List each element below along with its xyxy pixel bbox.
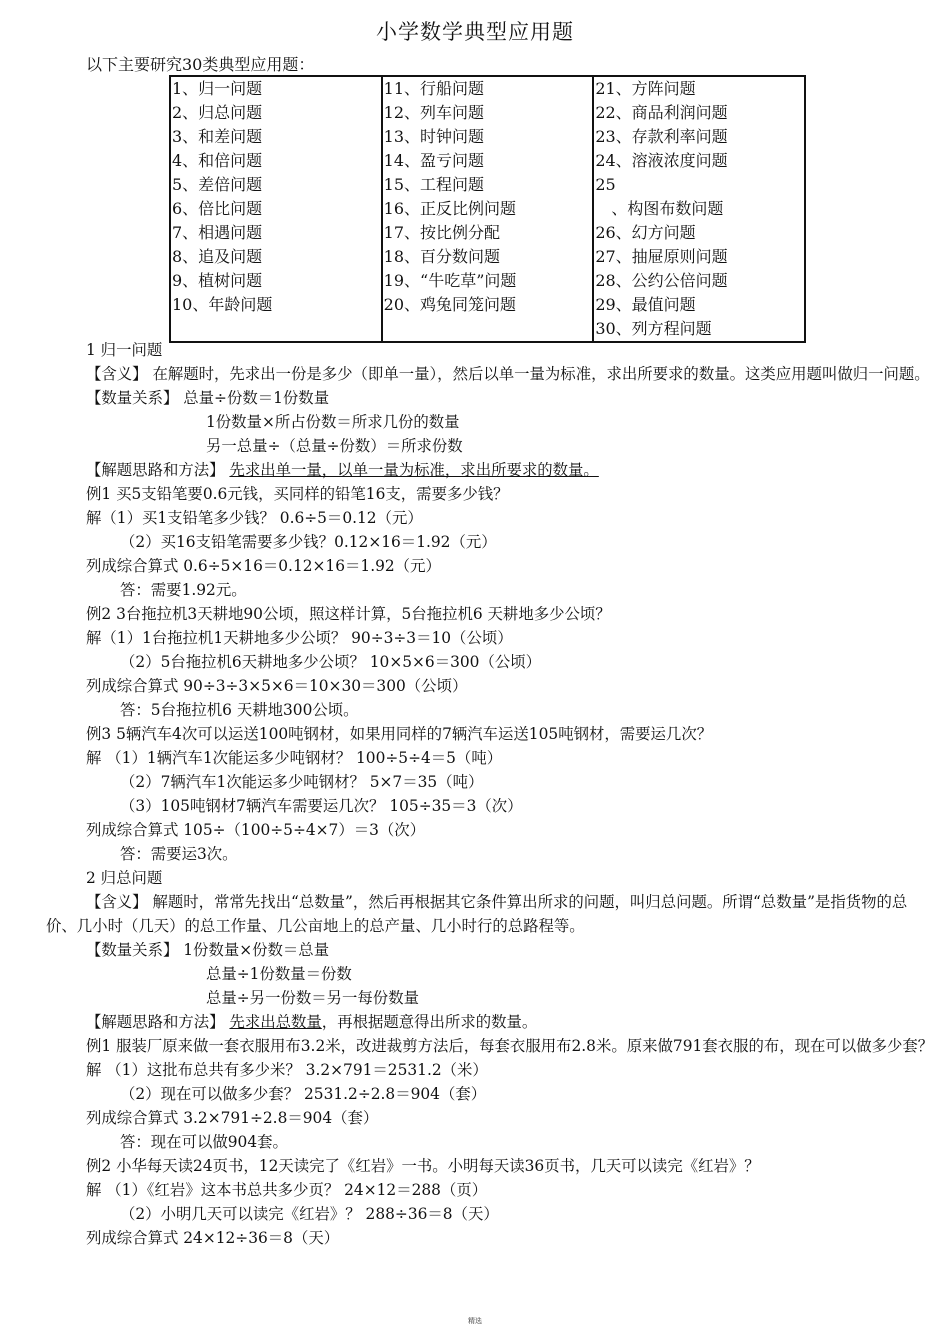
answer-line: 答：现在可以做904套。 [120,1133,288,1151]
combined-formula: 列成综合算式 0.6÷5×16＝0.12×16＝1.92（元） [86,557,441,575]
problem-type-item: 16、正反比例问题 [383,199,517,218]
problem-type-item: 1、归一问题 [172,79,263,98]
problem-type-item: 3、和差问题 [172,127,263,146]
problem-type-item: 22、商品利润问题 [595,103,728,122]
example-question: 例3 5辆汽车4次可以运送100吨钢材，如果用同样的7辆汽车运送105吨钢材，需要运几次？ [86,725,713,743]
example-question: 例1 买5支铅笔要0.6元钱，买同样的铅笔16支，需要多少钱？ [86,485,509,503]
problem-type-item: 28、公约公倍问题 [595,271,728,290]
solution-step: 解 （1）这批布总共有多少米？ 3.2×791＝2531.2（米） [86,1061,488,1079]
problem-type-item: 12、列车问题 [383,103,485,122]
types-column-3 [593,76,805,342]
types-column-1 [170,76,382,342]
solution-step: 解（1）1台拖拉机1天耕地多少公顷？ 90÷3÷3＝10（公顷） [86,629,513,647]
combined-formula: 列成综合算式 3.2×791÷2.8＝904（套） [86,1109,379,1127]
problem-type-item: 2、归总问题 [172,103,263,122]
solution-step: 解（1）买1支铅笔多少钱？ 0.6÷5＝0.12（元） [86,509,423,527]
problem-type-item: 13、时钟问题 [383,127,485,146]
solution-step: （2）现在可以做多少套？ 2531.2÷2.8＝904（套） [120,1085,487,1103]
problem-type-item: 15、工程问题 [383,175,485,194]
answer-line: 答：需要1.92元。 [120,581,247,599]
answer-line: 答：5台拖拉机6 天耕地300公顷。 [120,701,359,719]
method-text: ，再根据题意得出所求的数量。 [321,1013,538,1031]
solution-step: （2）买16支铅笔需要多少钱？0.12×16＝1.92（元） [120,533,497,551]
relation-formula: 1份数量×份数＝总量 [183,941,330,959]
relation-line [46,938,934,962]
relation-label: 【数量关系】 [86,389,179,407]
problem-type-item: 4、和倍问题 [172,151,263,170]
solution-step: （2）小明几天可以读完《红岩》？ 288÷36＝8（天） [120,1205,499,1223]
relation-label: 【数量关系】 [86,941,179,959]
method-label: 【解题思路和方法】 [86,1013,225,1031]
solution-step: 解 （1）《红岩》这本书总共多少页？ 24×12＝288（页） [86,1181,488,1199]
relation-formula: 总量÷1份数量＝份数 [206,965,352,983]
problem-type-item: 、构图布数问题 [595,199,724,218]
problem-type-item: 5、差倍问题 [172,175,263,194]
problem-type-item: 17、按比例分配 [383,223,501,242]
solution-step: （2）5台拖拉机6天耕地多少公顷？ 10×5×6＝300（公顷） [120,653,542,671]
page-title: 小学数学典型应用题 [376,20,574,44]
example-question: 例2 小华每天读24页书，12天读完了《红岩》一书。小明每天读36页书，几天可以读完《红岩》？ [86,1157,760,1175]
page-footer: 精选 [468,1317,482,1325]
section-heading: 1 归一问题 [86,341,163,359]
problem-type-item: 23、存款利率问题 [595,127,728,146]
problem-type-item: 9、植树问题 [172,271,263,290]
relation-formula: 总量÷份数＝1份数量 [183,389,330,407]
problem-type-item: 14、盈亏问题 [383,151,485,170]
problem-type-item: 21、方阵问题 [595,79,696,98]
types-column-2 [382,76,594,342]
problem-type-item: 30、列方程问题 [595,319,712,338]
example-question: 例2 3台拖拉机3天耕地90公顷，照这样计算，5台拖拉机6 天耕地多少公顷？ [86,605,611,623]
section-heading: 2 归总问题 [86,869,163,887]
problem-type-item: 29、最值问题 [595,295,696,314]
problem-type-item: 10、年龄问题 [172,295,273,314]
relation-formula: 另一总量÷（总量÷份数）＝所求份数 [206,437,463,455]
relation-formula: 总量÷另一份数＝另一每份数量 [206,989,419,1007]
example-question: 例1 服装厂原来做一套衣服用布3.2米，改进裁剪方法后，每套衣服用布2.8米。原来做791套衣服的布，现在可以做多少套？ [86,1037,934,1055]
solution-step: （3）105吨钢材7辆汽车需要运几次？ 105÷35＝3（次） [120,797,523,815]
relation-line [46,386,934,410]
problem-type-item: 8、追及问题 [172,247,263,266]
method-line [46,1010,934,1034]
problem-type-item: 7、相遇问题 [172,223,263,242]
problem-type-item: 19、“牛吃草”问题 [383,271,517,290]
relation-formula: 1份数量×所占份数＝所求几份的数量 [206,413,460,431]
problem-type-item: 25 [595,175,616,194]
method-text-underlined: 先求出总数量 [229,1013,322,1031]
problem-type-item: 6、倍比问题 [172,199,263,218]
intro-text: 以下主要研究30类典型应用题： [86,55,315,74]
meaning-paragraph: 【含义】 在解题时，先求出一份是多少（即单一量），然后以单一量为标准，求出所要求的数量。这类应用题叫做归一问题。 [86,365,930,383]
answer-line: 答：需要运3次。 [120,845,238,863]
method-label: 【解题思路和方法】 [86,461,225,479]
solution-step: 解 （1）1辆汽车1次能运多少吨钢材？ 100÷5÷4＝5（吨） [86,749,503,767]
problem-type-item: 24、溶液浓度问题 [595,151,728,170]
problem-types-table [169,75,806,343]
combined-formula: 列成综合算式 24×12÷36＝8（天） [86,1229,340,1247]
problem-type-item: 27、抽屉原则问题 [595,247,728,266]
problem-type-item: 26、幻方问题 [595,223,696,242]
problem-type-item: 11、行船问题 [383,79,485,98]
meaning-paragraph: 【含义】 解题时，常常先找出“总数量”，然后再根据其它条件算出所求的问题，叫归总问题。所谓“总数量”是指货物的总价、几小时（几天）的总工作量、几公亩地上的总产量、几小时行的总路程等。 [46,893,908,935]
problem-type-item: 18、百分数问题 [383,247,501,266]
problem-type-item: 20、鸡兔同笼问题 [383,295,517,314]
method-text: 先求出单一量，以单一量为标准，求出所要求的数量。 [229,461,599,479]
document-body [46,338,934,1250]
method-line [46,458,934,482]
solution-step: （2）7辆汽车1次能运多少吨钢材？ 5×7＝35（吨） [120,773,484,791]
combined-formula: 列成综合算式 105÷（100÷5÷4×7）＝3（次） [86,821,426,839]
combined-formula: 列成综合算式 90÷3÷3×5×6＝10×30＝300（公顷） [86,677,468,695]
